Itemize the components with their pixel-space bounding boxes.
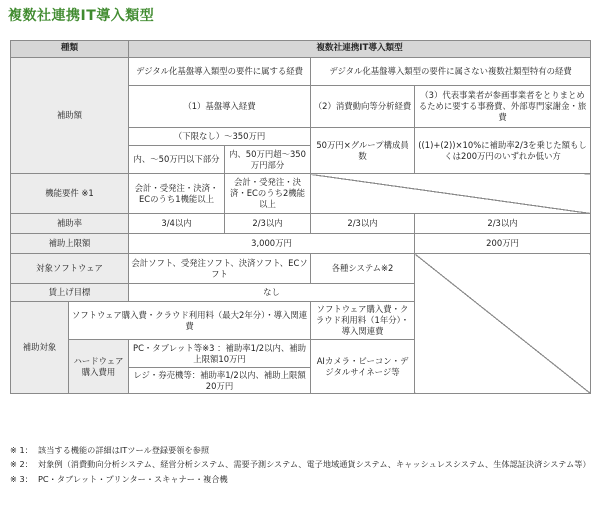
row-label-ritsu: 補助率 xyxy=(11,214,129,234)
row-label-hojo-gaku: 補助額 xyxy=(11,58,129,174)
table-row xyxy=(11,58,591,86)
taisho-ai: AIカメラ・ビーコン・デジタルサイネージ等 xyxy=(311,340,415,394)
table-row xyxy=(11,214,591,234)
item-kiban: （1）基盤導入経費 xyxy=(129,86,311,128)
chinage-a: なし xyxy=(129,284,415,302)
table-row xyxy=(11,254,591,284)
footnote-mark: ※ 1： xyxy=(10,445,33,455)
diagonal-cell xyxy=(311,174,591,214)
table-row xyxy=(11,174,591,214)
taisho-reji: レジ・券売機等：補助率1/2以内、補助上限額20万円 xyxy=(129,368,311,394)
gendo-b: 200万円 xyxy=(415,234,591,254)
gendo-a: 3,000万円 xyxy=(129,234,415,254)
taisho-pc: PC・タブレット等※3 ：補助率1/2以内、補助上限額10万円 xyxy=(129,340,311,368)
row-label-taisho: 補助対象 xyxy=(11,302,69,394)
kino-a: 会計・受発注・決済・ECのうち1機能以上 xyxy=(129,174,225,214)
category-digital: デジタル化基盤導入類型の要件に属する経費 xyxy=(129,58,311,86)
software-b: 各種システム※2 xyxy=(311,254,415,284)
row-label-gendo: 補助上限額 xyxy=(11,234,129,254)
footnote-text: PC・タブレット・プリンター・スキャナー・複合機 xyxy=(38,473,228,484)
jimu-amount: ((1)+(2))×10%に補助率2/3を乗じた額もしくは200万円のいずれか低い方 xyxy=(415,128,591,174)
row-label-kino: 機能要件 ※1 xyxy=(11,174,129,214)
ritsu-b: 2/3以内 xyxy=(225,214,311,234)
table-header-row xyxy=(11,41,591,58)
footnotes xyxy=(10,444,595,487)
row-label-chinage: 賃上げ目標 xyxy=(11,284,129,302)
subsidy-table xyxy=(10,40,591,394)
kiban-range: （下限なし）～350万円 xyxy=(129,128,311,146)
kino-b: 会計・受発注・決済・ECのうち2機能以上 xyxy=(225,174,311,214)
footnote-text: 対象例（消費動向分析システム、経営分析システム、需要予測システム、電子地域通貨システム、キャッシュレスシステム、生体認証決済システム等） xyxy=(38,459,591,470)
item-shohi: （2）消費動向等分析経費 xyxy=(311,86,415,128)
row-label-software: 対象ソフトウェア xyxy=(11,254,129,284)
footnote-mark: ※ 3： xyxy=(10,473,33,484)
ritsu-d: 2/3以内 xyxy=(415,214,591,234)
ritsu-c: 2/3以内 xyxy=(311,214,415,234)
software-a: 会計ソフト、受発注ソフト、決済ソフト、ECソフト xyxy=(129,254,311,284)
page-title: 複数社連携IT導入類型 xyxy=(8,8,155,24)
ritsu-a: 3/4以内 xyxy=(129,214,225,234)
footnote-mark: ※ 2： xyxy=(10,459,33,470)
footnote xyxy=(10,473,595,485)
shohi-amount: 50万円×グループ構成員数 xyxy=(311,128,415,174)
row-label-hardware: ハードウェア購入費用 xyxy=(69,340,129,394)
footnote xyxy=(10,444,595,456)
kiban-upper: 内、50万円超～350万円部分 xyxy=(225,146,311,174)
diagonal-cell xyxy=(415,254,591,394)
taisho-sw: ソフトウェア購入費・クラウド利用料（最大2年分）・導入関連費 xyxy=(69,302,311,340)
footnote-text: 該当する機能の詳細はITツール登録要領を参照 xyxy=(38,445,210,455)
kiban-lower: 内、～50万円以下部分 xyxy=(129,146,225,174)
header-type: 種類 xyxy=(11,41,129,58)
taisho-sw2: ソフトウェア購入費・クラウド利用料（1年分）・導入関連費 xyxy=(311,302,415,340)
footnote xyxy=(10,458,595,470)
item-jimu: （3）代表事業者が参画事業者をとりまとめるために要する事務費、外部専門家謝金・旅費 xyxy=(415,86,591,128)
table-row xyxy=(11,234,591,254)
header-kind: 複数社連携IT導入類型 xyxy=(129,41,591,58)
category-other: デジタル化基盤導入類型の要件に属さない複数社類型特有の経費 xyxy=(311,58,591,86)
